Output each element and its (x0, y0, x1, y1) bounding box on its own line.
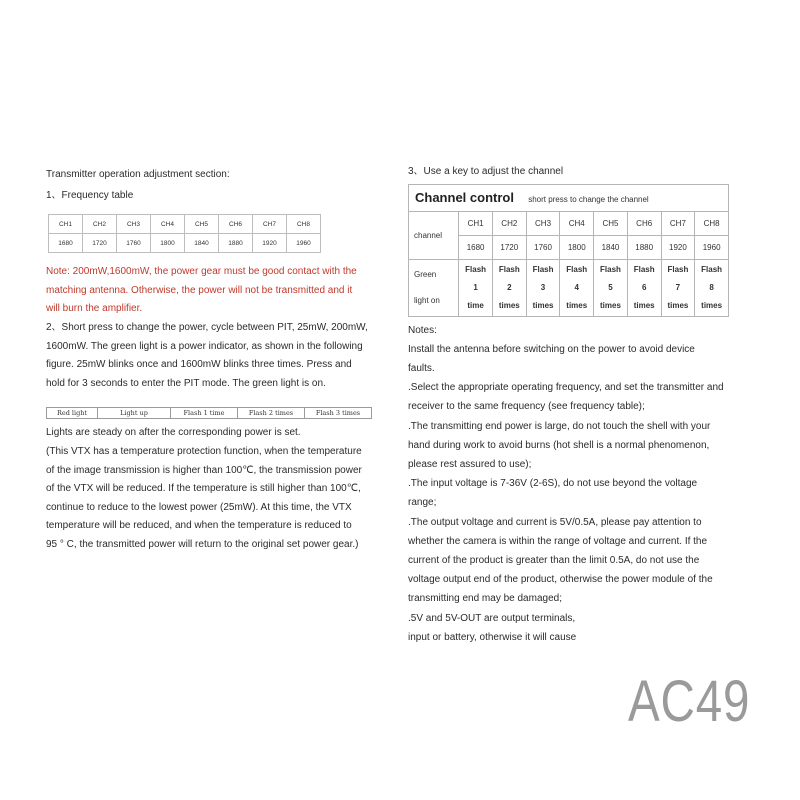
green-light-label-line2: light on (414, 295, 440, 305)
flash-word: Flash (667, 264, 689, 274)
green-light-label (409, 259, 459, 316)
flash-cell (594, 259, 628, 316)
flash-count: 8 (709, 282, 714, 292)
frequency-cell: 1800 (560, 235, 594, 259)
flash-unit: times (600, 300, 621, 310)
text-line: of the image transmission is higher than 100℃, the transmission power (46, 464, 362, 476)
left-column (46, 166, 391, 555)
frequency-cell: 1960 (695, 235, 729, 259)
light-cell: Flash 3 times (305, 408, 372, 419)
notes-title: Notes: (408, 324, 437, 336)
channel-row (409, 211, 729, 235)
text-line: 95 ° C, the transmitted power will return to the original set power gear.) (46, 538, 359, 550)
flash-count: 3 (540, 282, 546, 292)
notes-section (408, 321, 748, 647)
note-line: Install the antenna before switching on the power to avoid device (408, 343, 695, 355)
freq-cell: CH5 (185, 215, 219, 234)
flash-word: Flash (701, 264, 723, 274)
channel-control-title: Channel control (415, 190, 514, 206)
flash-word: Flash (633, 264, 655, 274)
channel-cell: CH3 (526, 211, 560, 235)
channel-cell: CH2 (492, 211, 526, 235)
note-line: voltage output end of the product, otherwise the power module of the (408, 574, 713, 586)
freq-cell: CH4 (151, 215, 185, 234)
frequency-cell: 1880 (627, 235, 661, 259)
freq-cell: 1920 (253, 234, 287, 253)
channel-cell: CH5 (594, 211, 628, 235)
flash-cell (492, 259, 526, 316)
temperature-paragraph (46, 424, 391, 554)
freq-cell: 1680 (49, 234, 83, 253)
text-line: Note: 200mW,1600mW, the power gear must be good contact with the (46, 266, 357, 278)
freq-cell: CH7 (253, 215, 287, 234)
freq-cell: 1800 (151, 234, 185, 253)
flash-cell (459, 259, 493, 316)
freq-cell: 1880 (219, 234, 253, 253)
frequency-table-title: 1、Frequency table (46, 189, 134, 201)
note-line: .The transmitting end power is large, do not touch the shell with your (408, 420, 711, 432)
text-line: matching antenna. Otherwise, the power will not be transmitted and it (46, 284, 353, 296)
warning-note (46, 263, 391, 319)
light-cell: Red light (47, 408, 98, 419)
frequency-cell: 1760 (526, 235, 560, 259)
channel-control-subtitle: short press to change the channel (528, 195, 649, 205)
right-column (408, 163, 748, 647)
text-line: hold for 3 seconds to enter the PIT mode. The green light is on. (46, 377, 326, 389)
note-line: .Select the appropriate operating frequency, and set the transmitter and (408, 382, 724, 394)
note-line: receiver to the same frequency (see frequency table); (408, 401, 645, 413)
note-line: please rest assured to use); (408, 459, 532, 471)
light-row (47, 408, 372, 419)
note-line: current of the product is greater than the limit 0.5A, do not use the (408, 555, 700, 567)
note-line: .The output voltage and current is 5V/0.5A, please pay attention to (408, 516, 702, 528)
green-light-label-line1: Green (414, 269, 437, 279)
text-line: 2、Short press to change the power, cycle between PIT, 25mW, 200mW, (46, 321, 368, 333)
note-line: hand during work to avoid burns (hot shell is a normal phenomenon, (408, 439, 710, 451)
flash-word: Flash (600, 264, 621, 274)
text-line: of the VTX will be reduced. If the temperature is still higher than 100℃, (46, 483, 361, 495)
text-line: will burn the amplifier. (46, 303, 143, 315)
freq-cell: CH6 (219, 215, 253, 234)
flash-unit: time (467, 300, 484, 310)
flash-count: 5 (608, 282, 613, 292)
note-line: transmitting end may be damaged; (408, 593, 562, 605)
channel-title-row (409, 184, 729, 211)
note-line: .5V and 5V-OUT are output terminals, (408, 612, 576, 624)
freq-cell: CH2 (83, 215, 117, 234)
flash-cell (661, 259, 695, 316)
light-cell: Flash 1 time (171, 408, 238, 419)
flash-unit: times (566, 300, 588, 310)
flash-unit: times (701, 300, 723, 310)
light-cell: Flash 2 times (238, 408, 305, 419)
frequency-table (48, 214, 321, 253)
flash-unit: times (667, 300, 689, 310)
freq-cell: 1760 (117, 234, 151, 253)
freq-cell: 1840 (185, 234, 219, 253)
flash-count: 4 (574, 282, 579, 292)
note-line: input or battery, otherwise it will cause (408, 631, 577, 643)
freq-cell: CH3 (117, 215, 151, 234)
flash-word: Flash (532, 264, 554, 274)
flash-unit: times (633, 300, 655, 310)
flash-word: Flash (465, 264, 487, 274)
channel-cell: CH4 (560, 211, 594, 235)
text-line: temperature will be reduced, and when the temperature is reduced to (46, 520, 352, 532)
freq-cell: 1960 (287, 234, 321, 253)
channel-cell: CH6 (627, 211, 661, 235)
text-line: (This VTX has a temperature protection function, when the temperature (46, 445, 362, 457)
flash-word: Flash (498, 264, 520, 274)
flash-count: 6 (641, 282, 647, 292)
ac49-watermark: AC49 (628, 669, 751, 734)
section-heading: Transmitter operation adjustment section: (46, 169, 230, 180)
flash-count: 1 (473, 282, 478, 292)
freq-cell: 1720 (83, 234, 117, 253)
frequency-cell: 1720 (492, 235, 526, 259)
light-table (46, 407, 372, 419)
flash-cell (560, 259, 594, 316)
channel-row-label: channel (409, 211, 459, 259)
freq-cell: CH1 (49, 215, 83, 234)
channel-cell: CH8 (695, 211, 729, 235)
light-cell: Light up (98, 408, 171, 419)
flash-unit: times (532, 300, 554, 310)
text-line: 1600mW. The green light is a power indicator, as shown in the following (46, 340, 363, 352)
frequency-cell: 1920 (661, 235, 695, 259)
frequency-cell: 1840 (594, 235, 628, 259)
flash-count: 2 (507, 282, 512, 292)
flash-count: 7 (675, 282, 681, 292)
note-line: faults. (408, 363, 435, 374)
power-paragraph (46, 319, 391, 393)
text-line: continue to reduce to the lowest power (25mW). At this time, the VTX (46, 501, 352, 513)
flash-cell (627, 259, 661, 316)
frequency-cell: 1680 (459, 235, 493, 259)
note-line: range; (408, 497, 437, 509)
flash-word: Flash (566, 264, 588, 274)
channel-cell: CH7 (661, 211, 695, 235)
flash-cell (695, 259, 729, 316)
frequency-value-row (49, 234, 321, 253)
channel-control-table (408, 184, 729, 317)
channel-cell: CH1 (459, 211, 493, 235)
note-line: whether the camera is within the range of voltage and current. If the (408, 535, 708, 547)
channel-title-cell (409, 184, 729, 211)
green-light-row (409, 259, 729, 316)
note-line: .The input voltage is 7-36V (2-6S), do not use beyond the voltage (408, 478, 698, 490)
channel-heading: 3、Use a key to adjust the channel (408, 166, 564, 177)
frequency-channel-row (49, 215, 321, 234)
freq-cell: CH8 (287, 215, 321, 234)
flash-unit: times (498, 300, 520, 310)
text-line: Lights are steady on after the corresponding power is set. (46, 427, 301, 439)
flash-cell (526, 259, 560, 316)
text-line: figure. 25mW blinks once and 1600mW blinks three times. Press and (46, 359, 352, 371)
